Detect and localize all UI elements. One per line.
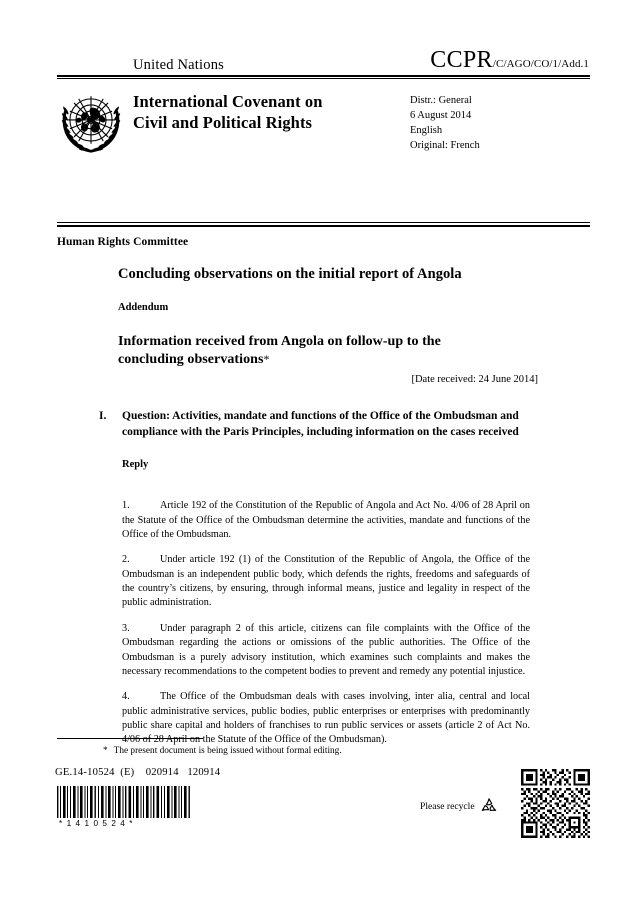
distribution-language: English (410, 125, 443, 137)
ge-number: GE.14-10524 (E) 020914 120914 (55, 767, 221, 778)
paragraph-list (122, 489, 530, 759)
paragraph-text: Under paragraph 2 of this article, citizens can file complaints with the Office of the Ombudsman regarding the actions or omissions of the public authorities. The Office of the Ombudsman is a purely advisory institution, which examines such complaints and makes the necessary recommendations to the competent bodies to prevent and remedy any potential injustice. (122, 622, 530, 677)
distribution-block (410, 88, 590, 156)
paragraph-number: 1. (122, 500, 130, 512)
section-number: I. (99, 410, 107, 422)
recycle-icon (478, 796, 500, 817)
distribution-type: Distr.: General (410, 95, 472, 107)
reply-label: Reply (122, 458, 149, 470)
section-block (99, 408, 531, 470)
barcode-digits: *1410524* (59, 819, 137, 828)
paragraph (122, 622, 530, 680)
paragraph-text: The Office of the Ombudsman deals with cases involving, inter alia, central and local public administrative services, public bodies, public enterprises or enterprises with predominantly public share capital and holders of franchises to run public services or assets (article 2 of Act No. 4/06 of 28 April on the Statute of the Office of the Ombudsman). (122, 691, 530, 746)
masthead-body-row (57, 88, 590, 156)
masthead (57, 48, 590, 156)
footnote-text: The present document is being issued without formal editing. (113, 746, 342, 756)
paragraph-text: Article 192 of the Constitution of the Republic of Angola and Act No. 4/06 of 28 April on the Statute of the Office of the Ombudsman determine the activities, mandate and functions of the Office of the Ombudsman. (122, 500, 530, 540)
masthead-rule-thick (57, 75, 590, 77)
paragraph (122, 499, 530, 542)
document-symbol-main: CCPR (430, 47, 493, 73)
page-title: Concluding observations on the initial report of Angola (118, 266, 462, 282)
treaty-title-line-2: Civil and Political Rights (133, 112, 313, 132)
treaty-title-line-1: International Covenant on (133, 92, 323, 112)
document-symbol (430, 48, 590, 72)
paragraph-number: 4. (122, 691, 130, 703)
section-divider-thin (57, 222, 590, 223)
section-divider (57, 222, 590, 227)
subtitle-footnote-marker: * (263, 352, 270, 367)
paragraph-text: Under article 192 (1) of the Constitution of the Republic of Angola, the Office of the Ombudsman is an independent public body, which defends the rights, freedoms and safeguards of the country’s citizens, by ensuring, through informal means, justice and legality in respect of the public administration. (122, 554, 530, 609)
paragraph (122, 553, 530, 611)
treaty-title (133, 88, 410, 156)
paragraph (122, 690, 530, 748)
distribution-original: Original: French (410, 140, 480, 152)
organization-name: United Nations (133, 56, 224, 73)
distribution-date: 6 August 2014 (410, 110, 472, 122)
document-subtitle-line-2: concluding observations (118, 352, 264, 368)
paragraph-number: 3. (122, 622, 130, 634)
footnote (103, 745, 342, 758)
recycle-block (420, 796, 500, 817)
committee-name: Human Rights Committee (57, 236, 189, 248)
document-symbol-suffix: /C/AGO/CO/1/Add.1 (492, 58, 589, 70)
paragraph-number: 2. (122, 554, 130, 566)
title-block (118, 265, 538, 370)
masthead-rule-thin (57, 78, 590, 79)
un-emblem-icon (57, 90, 133, 156)
section-heading-text: Question: Activities, mandate and functions of the Office of the Ombudsman and compliance with the Paris Principles, including information on the cases received (122, 410, 519, 439)
section-divider-thick (57, 225, 590, 227)
masthead-top-row (57, 48, 590, 72)
recycle-label: Please recycle (420, 801, 475, 812)
date-received: [Date received: 24 June 2014] (411, 374, 538, 385)
document-subtitle-line-1: Information received from Angola on follow-up to the (118, 334, 441, 350)
qr-code (521, 769, 590, 838)
section-heading (99, 408, 531, 441)
document-subtitle (118, 333, 538, 369)
barcode (55, 786, 193, 818)
footnote-marker: * (103, 746, 108, 756)
barcode-block (55, 786, 193, 828)
un-emblem-cell (57, 88, 133, 156)
footnote-separator (57, 738, 203, 739)
addendum-label: Addendum (118, 302, 169, 314)
